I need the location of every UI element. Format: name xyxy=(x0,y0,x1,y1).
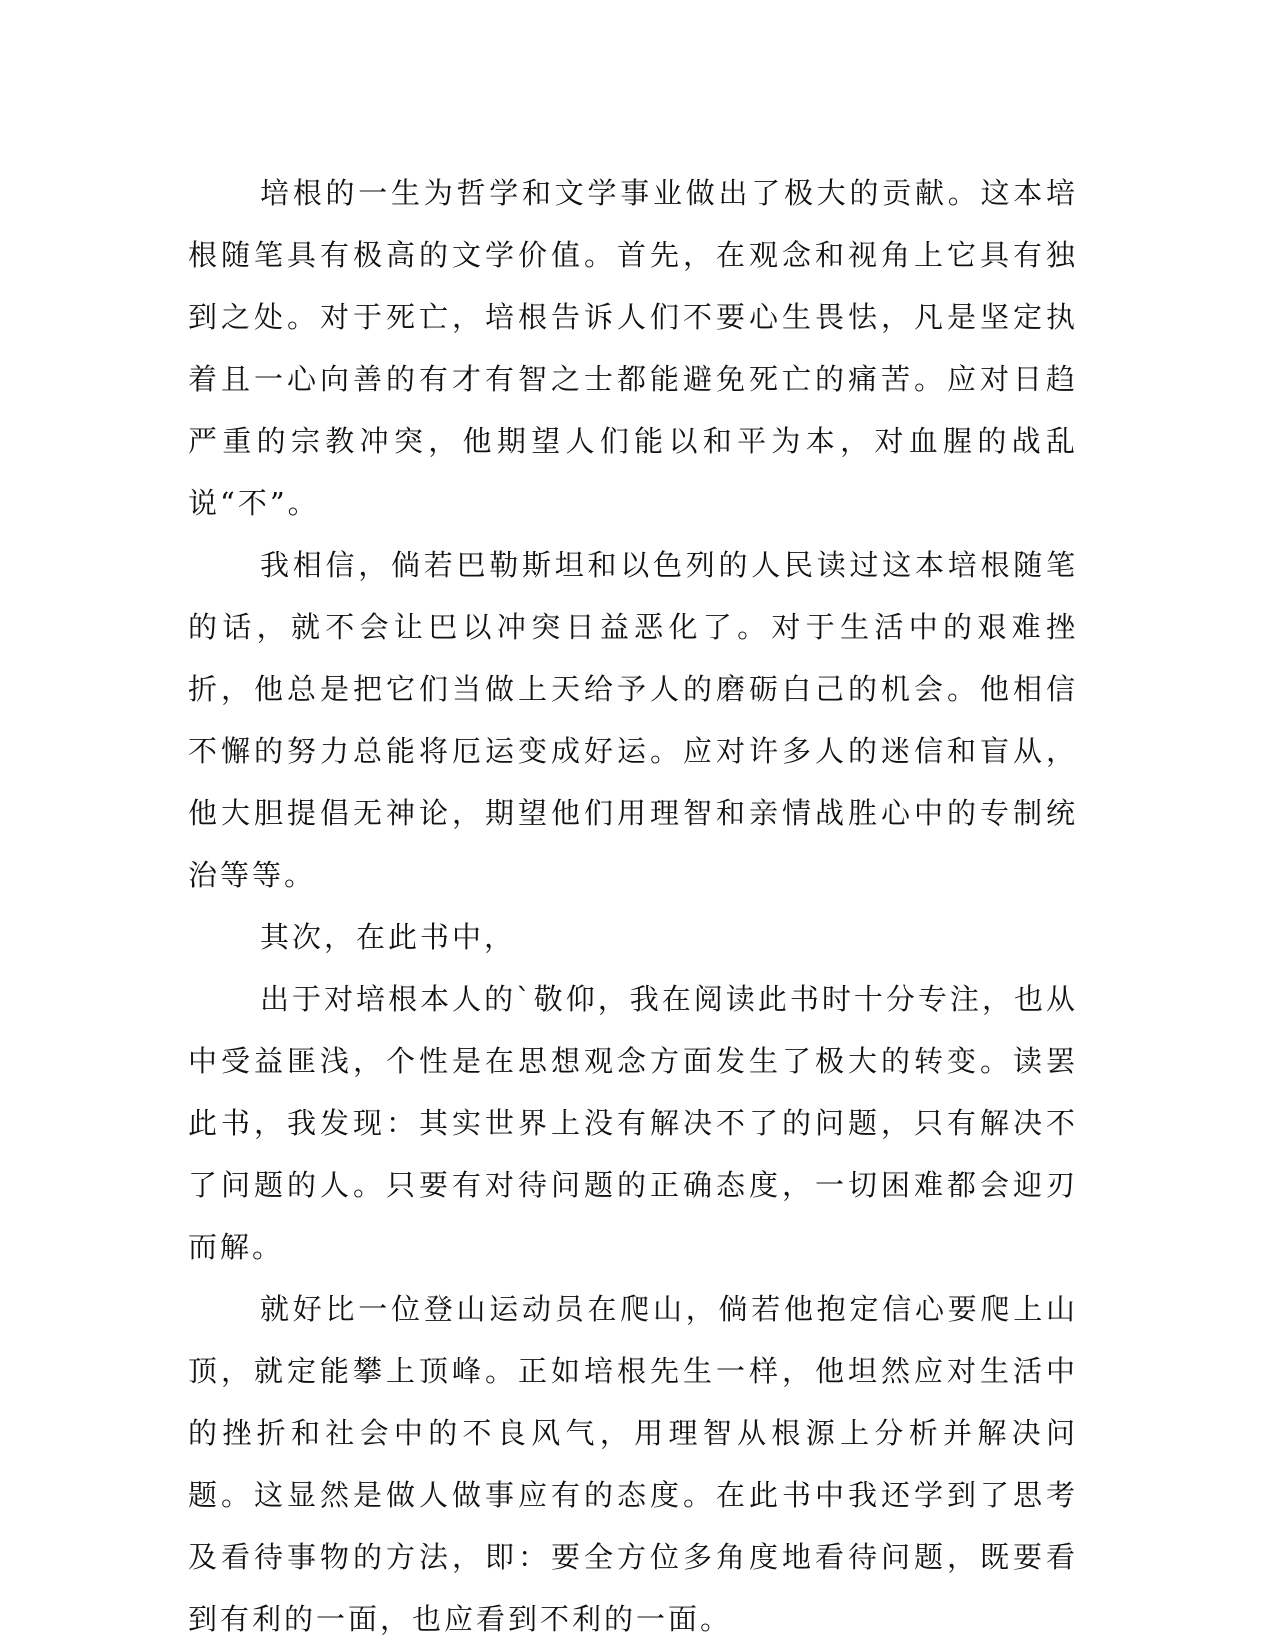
document-body xyxy=(188,162,1078,1650)
paragraph-3: 其次，在此书中， xyxy=(260,920,517,954)
paragraph-1: 培根的一生为哲学和文学事业做出了极大的贡献。这本培根随笔具有极高的文学价值。首先，在观念和视角上它具有独到之处。对于死亡，培根告诉人们不要心生畏怯，凡是坚定执着且一心向善的有才有智之士都能避免死亡的痛苦。应对日趋严重的宗教冲突，他期望人们能以和平为本，对血腥的战乱说“不”。 xyxy=(188,176,1078,520)
paragraph-4: 出于对培根本人的`敬仰，我在阅读此书时十分专注，也从中受益匪浅，个性是在思想观念方面发生了极大的转变。读罢此书，我发现：其实世界上没有解决不了的问题，只有解决不了问题的人。只要有对待问题的正确态度，一切困难都会迎刃而解。 xyxy=(188,982,1078,1264)
paragraph-2: 我相信，倘若巴勒斯坦和以色列的人民读过这本培根随笔的话，就不会让巴以冲突日益恶化了。对于生活中的艰难挫折，他总是把它们当做上天给予人的磨砺白己的机会。他相信不懈的努力总能将厄运变成好运。应对许多人的迷信和盲从，他大胆提倡无神论，期望他们用理智和亲情战胜心中的专制统治等等。 xyxy=(188,548,1078,892)
paragraph-5: 就好比一位登山运动员在爬山，倘若他抱定信心要爬上山顶，就定能攀上顶峰。正如培根先生一样，他坦然应对生活中的挫折和社会中的不良风气，用理智从根源上分析并解决问题。这显然是做人做事应有的态度。在此书中我还学到了思考及看待事物的方法，即：要全方位多角度地看待问题，既要看到有利的一面，也应看到不利的一面。 xyxy=(188,1292,1078,1636)
